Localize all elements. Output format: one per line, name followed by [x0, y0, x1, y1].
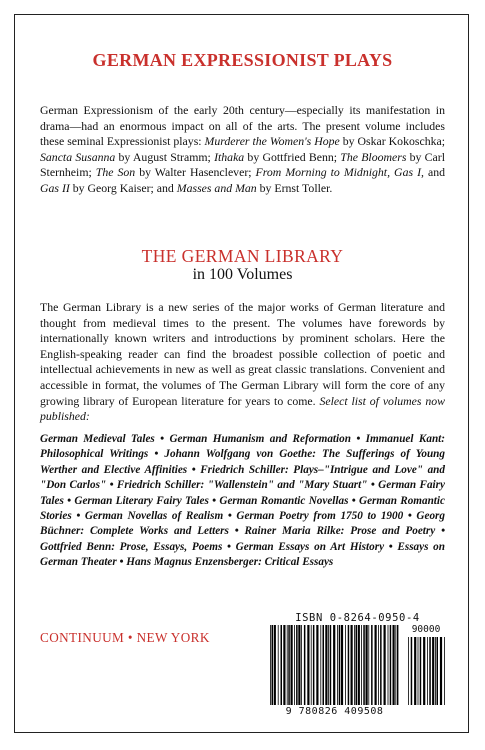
barcode-bar — [380, 625, 382, 705]
barcode-bar — [283, 625, 285, 705]
barcode-bar — [432, 637, 434, 705]
barcode-bar — [287, 625, 288, 705]
barcode-bar — [339, 625, 341, 705]
barcode-bar — [388, 625, 389, 705]
intro-text: by Walter Hasenclever; — [135, 165, 256, 180]
barcode-bar — [418, 637, 419, 705]
barcode-bar — [307, 625, 309, 705]
intro-text: and — [423, 165, 445, 180]
library-title: THE GERMAN LIBRARY — [141, 246, 344, 266]
intro-text: by Gottfried Benn; — [244, 149, 341, 164]
play-title: The Son — [95, 165, 136, 180]
addon-price-code: 90000 — [411, 624, 441, 635]
intro-text: by Carl Sternheim; — [40, 149, 445, 180]
barcode-bar — [323, 625, 325, 705]
play-title: Gas II — [40, 180, 70, 195]
play-title: Ithaka — [214, 149, 245, 164]
volume-list: German Medieval Tales • German Humanism and Reformation • Immanuel Kant: Philosophical Writings • Johann Wolfgang von Goethe: The Sufferings of Young Werther and Elective Affinities • Friedrich Schiller: Plays–"Intrigue and Love" and "Don Carlos" • Friedrich Schiller: "Wallenstein" and "Mary Stuart" • German Fairy Tales • German Literary Fairy Tales • German Romantic Novellas • German Romantic Stories • German Novellas of Realism • German Poetry from 1750 to 1900 • Georg Büchner: Complete Works and Letters • Rainer Maria Rilke: Prose and Poetry • Gottfried Benn: Prose, Essays, Poems • German Essays on Art History • Essays on German Theater • Hans Magnus Enzensberger: Critical Essays — [40, 433, 445, 569]
barcode-bar — [429, 637, 431, 705]
barcode-bar — [298, 625, 300, 705]
barcode-bar — [440, 637, 442, 705]
barcode-bar — [296, 625, 298, 705]
isbn-label: ISBN 0-8264-0950-4 — [295, 612, 420, 624]
barcode-bar — [333, 625, 335, 705]
play-title: From Morning to Midnight, Gas I, — [255, 165, 424, 180]
description-text: The German Library is a new series of the major works of German literature and thought from medieval times to the present. The volumes have forewords by internationally known writers and introductions by prominent scholars. Here the English-speaking reader can find the broadest possible collection of poetic and intellectual achievements in new as well as great classic translations. Convenient and accessible in format, the volumes of The German Library will form the core of any growing library of European literature for years to come. — [40, 300, 445, 408]
barcode-bar — [274, 625, 276, 705]
play-title: Murderer the Women's Hope — [204, 134, 340, 149]
intro-text: German Expressionism of the early 20th century—especially its manifestation in drama—had an enormous impact on all of the arts. The present volume includes these seminal Expressionist plays: — [40, 103, 445, 149]
barcode-bar — [435, 637, 436, 705]
intro-paragraph — [40, 103, 445, 197]
ean-barcode — [270, 625, 400, 705]
barcode-bar — [437, 637, 439, 705]
barcode-bar — [423, 637, 425, 705]
barcode-bar — [411, 637, 413, 705]
intro-text: by Georg Kaiser; and — [69, 180, 177, 195]
barcode-bar — [337, 625, 338, 705]
barcode-bar — [384, 625, 386, 705]
barcode-bar — [278, 625, 279, 705]
barcode-bar — [270, 625, 271, 705]
barcode-bar — [341, 625, 343, 705]
barcode-bar — [427, 637, 428, 705]
book-title: GERMAN EXPRESSIONIST PLAYS — [92, 50, 393, 70]
barcode-bar — [288, 625, 290, 705]
play-title: The Bloomers — [340, 149, 407, 164]
barcode-bar — [356, 625, 358, 705]
ean-number: 9 780826 409508 — [285, 706, 384, 717]
intro-text: by Ernst Toller. — [256, 180, 333, 195]
barcode-bar — [301, 625, 302, 705]
library-description — [40, 300, 445, 425]
barcode-bar — [375, 625, 377, 705]
barcode-bar — [366, 625, 368, 705]
barcode-bar — [325, 625, 327, 705]
barcode-bar — [351, 625, 353, 705]
barcode-bar — [358, 625, 360, 705]
barcode-bar — [397, 625, 399, 705]
publisher-imprint: CONTINUUM • NEW YORK — [40, 630, 210, 645]
barcode-bar — [320, 625, 321, 705]
barcode-bar — [420, 637, 422, 705]
library-subtitle: in 100 Volumes — [192, 266, 293, 283]
barcode-bar — [316, 625, 318, 705]
play-title: Masses and Man — [176, 180, 257, 195]
barcode-bar — [348, 625, 350, 705]
barcode-bar — [363, 625, 365, 705]
barcode-bar — [291, 625, 293, 705]
barcode-bar — [393, 625, 395, 705]
barcode-bar — [361, 625, 362, 705]
barcode-bar — [354, 625, 355, 705]
intro-text: by August Stramm; — [115, 149, 215, 164]
barcode-bar — [414, 637, 416, 705]
barcode-bar — [408, 637, 409, 705]
intro-text: by Oskar Kokoschka; — [339, 134, 446, 149]
barcode-bar — [328, 625, 329, 705]
barcode-bar — [371, 625, 373, 705]
barcode-bar — [395, 625, 396, 705]
select-list-label: Select list of volumes now published: — [40, 393, 446, 424]
barcode-bar — [390, 625, 392, 705]
barcode-bar — [272, 625, 274, 705]
barcode-bar — [368, 625, 369, 705]
barcode-bar — [313, 625, 315, 705]
barcode-bar — [330, 625, 332, 705]
barcode-bar — [378, 625, 379, 705]
barcode-bar — [281, 625, 283, 705]
play-title: Sancta Susanna — [40, 149, 116, 164]
barcode-bar — [304, 625, 306, 705]
barcode-bar — [444, 637, 445, 705]
addon-barcode — [408, 637, 445, 705]
barcode-bar — [311, 625, 312, 705]
barcode-bar — [345, 625, 346, 705]
barcode-bar — [294, 625, 295, 705]
